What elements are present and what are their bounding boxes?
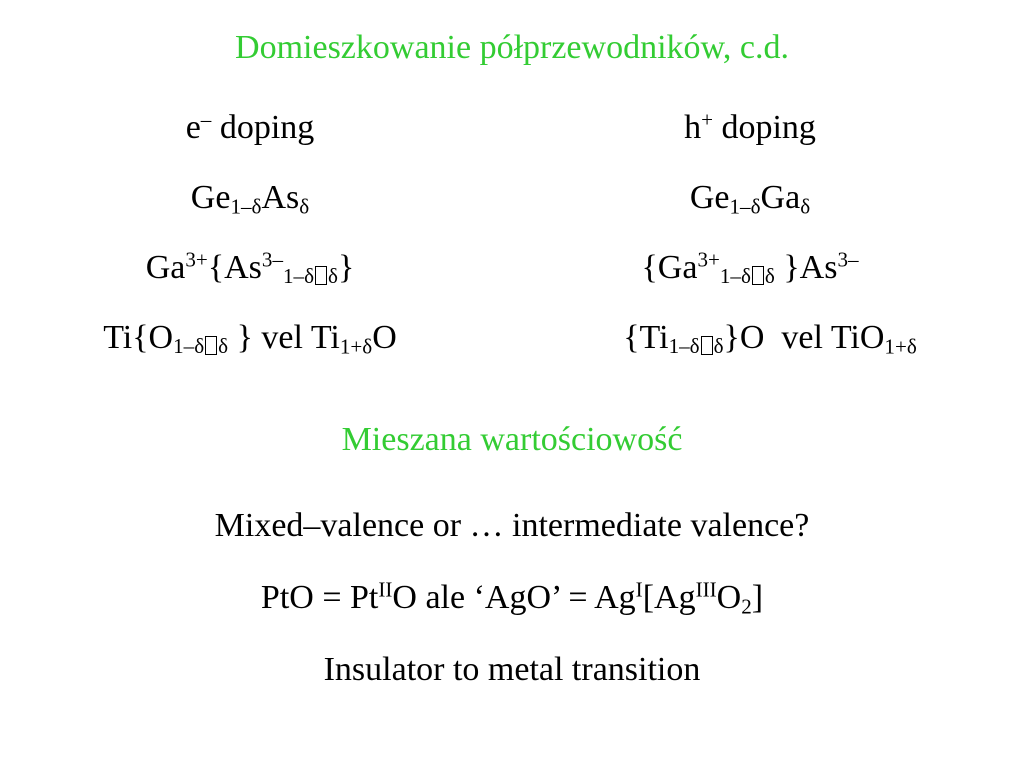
h-doping-formula-ga-as: {$Ga^{3+}_{1-\delta \delta}$ }$As^{3-}$ [641,247,859,289]
e-doping-heading: e– doping [185,107,315,146]
e-doping-formula-ti-o: $Ti\{O_{1-\delta \delta}$ } vel $Ti_{1+\delta}O$ [103,319,397,359]
mixed-valence-question: Mixed–valence or … intermediate valence? [214,507,810,544]
h-doping-formula-ti-o: $\{Ti_{1-\delta \delta}\}O$ vel TiO$_{1+\delta}$ [623,319,917,359]
vacancy-box-icon [701,336,713,355]
vacancy-box-icon [752,266,764,285]
vacancy-box-icon [315,266,327,285]
e-doping-formula-ga-as: $Ga^{3+}\{As^{3-}_{1-\delta \delta}\}$ [145,247,355,289]
e-doping-formula-ge-as: $Ge_{1-\delta}As_\delta$ [190,179,310,219]
mixed-valence-subtitle: Mieszana wartościowość [341,421,683,458]
h-doping-formula-ge-ga: $Ge_{1-\delta}Ga_\delta$ [689,179,811,219]
pto-ago-formula: PtO = $Pt^{II}O$ ale ‘AgO’ = $Ag^I[Ag^{III}O_2]$ [260,577,764,619]
vacancy-box-icon [205,336,217,355]
insulator-metal-transition: Insulator to metal transition [323,651,701,688]
h-doping-heading: h+ doping [684,107,816,146]
slide-title: Domieszkowanie półprzewodników, c.d. [235,29,789,66]
